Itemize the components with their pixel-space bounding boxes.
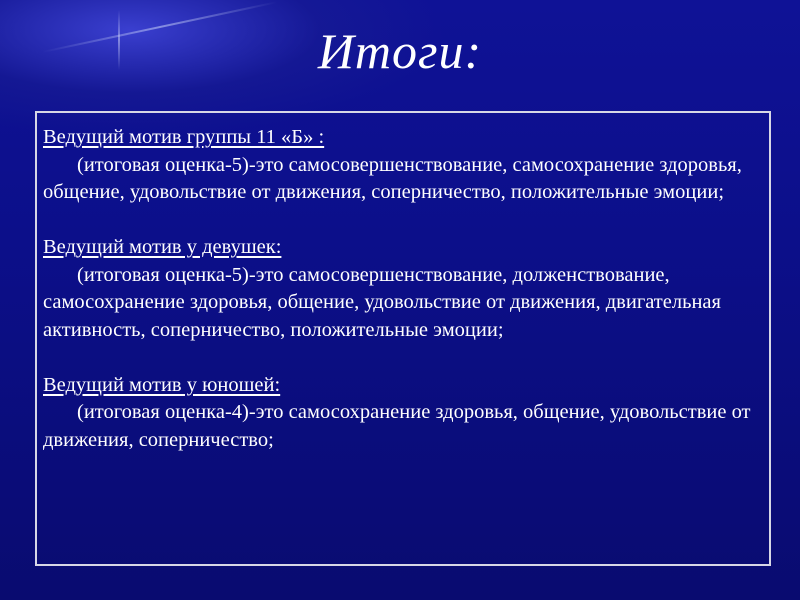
section-heading: Ведущий мотив у девушек: xyxy=(43,236,282,258)
section-group-11b xyxy=(43,124,763,207)
section-girls xyxy=(43,234,763,344)
section-boys xyxy=(43,372,763,455)
section-heading: Ведущий мотив у юношей: xyxy=(43,373,281,396)
section-heading: Ведущий мотив группы 11 «Б» : xyxy=(43,126,325,148)
content-box xyxy=(35,111,771,566)
section-text: (итоговая оценка-5)-это самосовершенствование, долженствование, самосохранение здоровья, общение, удовольствие от движения, двигательная активность, соперничество, положительные эмоции; xyxy=(43,263,721,341)
section-text: (итоговая оценка-4)-это самосохранение здоровья, общение, удовольствие от движения, соперничество; xyxy=(43,401,751,451)
section-text: (итоговая оценка-5)-это самосовершенствование, самосохранение здоровья, общение, удовольствие от движения, соперничество, положительные эмоции; xyxy=(43,153,742,203)
slide-title: Итоги: xyxy=(317,23,483,79)
